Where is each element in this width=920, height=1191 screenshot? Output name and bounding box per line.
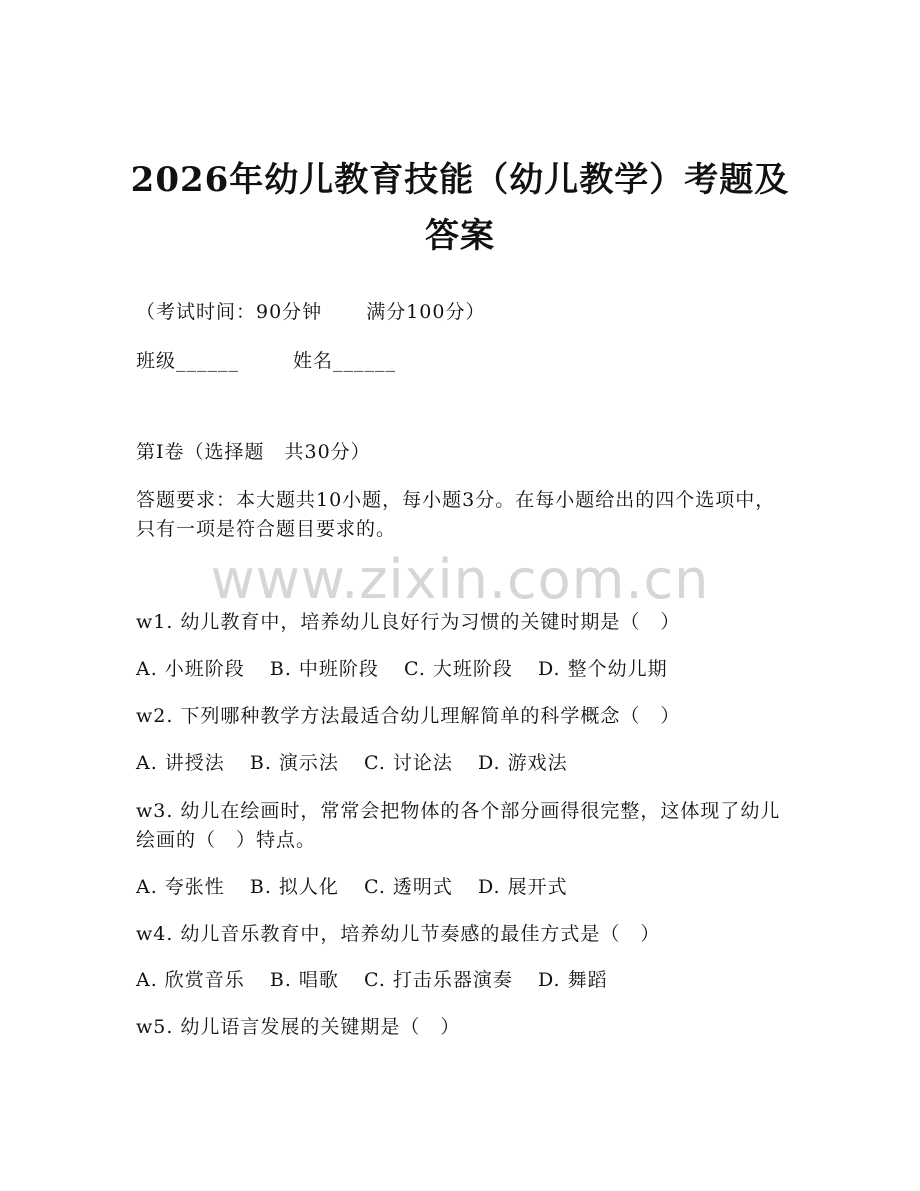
option-a: A. 讲授法 (136, 752, 225, 774)
option-d: D. 游戏法 (477, 752, 568, 774)
question-3-options (136, 873, 786, 902)
question-4-options (136, 966, 786, 995)
question-4: w4. 幼儿音乐教育中，培养幼儿节奏感的最佳方式是（ ） (136, 923, 661, 945)
option-b: B. 中班阶段 (269, 658, 379, 680)
option-c: C. 打击乐器演奏 (363, 969, 513, 991)
option-b: B. 唱歌 (269, 969, 339, 991)
option-c: C. 讨论法 (363, 752, 453, 774)
option-c: C. 大班阶段 (403, 658, 513, 680)
exam-info (136, 298, 786, 327)
class-field-label: 班级______ (136, 350, 240, 372)
option-a: A. 小班阶段 (136, 658, 245, 680)
document-title: 2026年幼儿教育技能（幼儿教学）考题及答案 (130, 160, 790, 256)
watermark: www.zixin.com.cn (210, 548, 710, 611)
option-d: D. 展开式 (477, 876, 568, 898)
question-2: w2. 下列哪种教学方法最适合幼儿理解简单的科学概念（ ） (136, 705, 681, 727)
question-5: w5. 幼儿语言发展的关键期是（ ） (136, 1016, 461, 1038)
question-3: w3. 幼儿在绘画时，常常会把物体的各个部分画得很完整，这体现了幼儿绘画的（ ）特点。 (136, 800, 781, 851)
option-d: D. 整个幼儿期 (537, 658, 668, 680)
option-c: C. 透明式 (363, 876, 453, 898)
option-d: D. 舞蹈 (537, 969, 608, 991)
exam-time: （考试时间：90分钟 (136, 301, 323, 323)
section-header: 第Ⅰ卷（选择题 共30分） (136, 441, 371, 463)
option-a: A. 欣赏音乐 (136, 969, 245, 991)
name-field-label: 姓名______ (293, 350, 397, 372)
student-info (136, 347, 786, 376)
instructions: 答题要求：本大题共10小题，每小题3分。在每小题给出的四个选项中，只有一项是符合题目要求的。 (136, 489, 776, 540)
option-b: B. 拟人化 (249, 876, 339, 898)
option-a: A. 夸张性 (136, 876, 225, 898)
exam-score: 满分100分） (366, 301, 486, 323)
option-b: B. 演示法 (249, 752, 339, 774)
question-2-options (136, 749, 786, 778)
question-1-options (136, 655, 786, 684)
question-1: w1. 幼儿教育中，培养幼儿良好行为习惯的关键时期是（ ） (136, 611, 681, 633)
